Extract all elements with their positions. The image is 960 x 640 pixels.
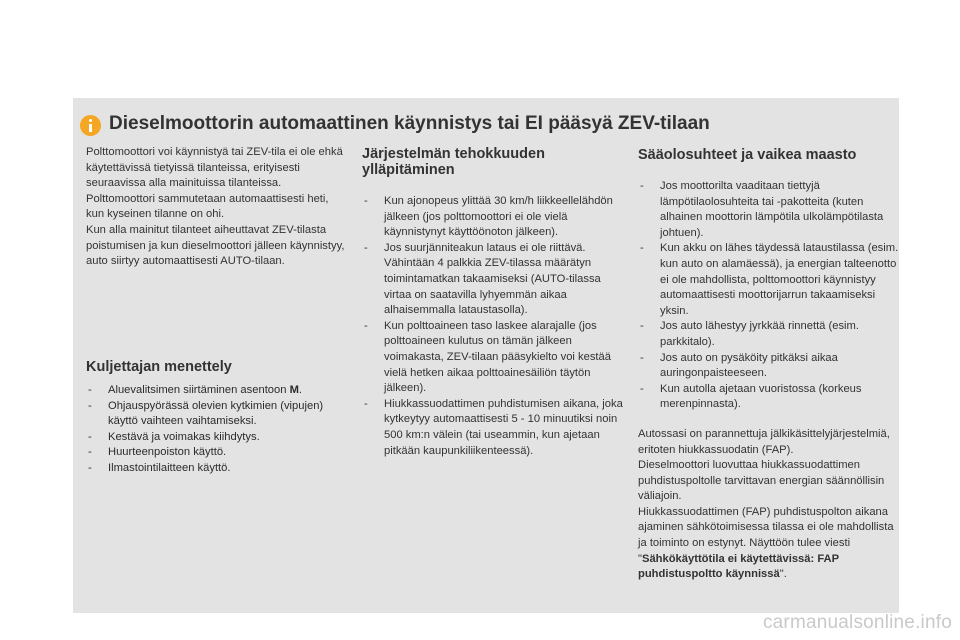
list-item: - Kun polttoaineen taso laskee alarajalle (jos polttoaineen kulutus on tämän jälkeen voimakasta, ZEV-tilaan pääsykielto voi kestää vielä hetken aikaa polttoainesäiliön täytön jälkeen).	[362, 319, 624, 397]
intro-paragraph-1: Polttomoottori voi käynnistyä tai ZEV-tila ei ole ehkä käytettävissä tietyissä tilanteissa, erityisesti seuraavissa alla mainituissa tilanteissa.	[86, 146, 343, 190]
intro-paragraph-3: Kun alla mainitut tilanteet aiheuttavat ZEV-tilasta poistumisen ja kun dieselmoottori jälleen käynnistyy, auto siirtyy automaattisesti AUTO-tilaan.	[86, 223, 345, 268]
list-item: - Ilmastointilaitteen käyttö.	[86, 461, 348, 477]
list-item: - Kun akku on lähes täydessä lataustilassa (esim. kun auto on alamäessä), ja energian talteenotto ei ole mahdollista, polttomoottori käynnistyy automaattisesti moottorijarrun takaamiseksi yksin.	[638, 241, 900, 319]
left-column	[86, 145, 348, 270]
fap-message: Sähkökäyttötila ei käytettävissä: FAP puhdistuspoltto käynnissä	[638, 552, 839, 581]
list-item: - Kestävä ja voimakas kiihdytys.	[86, 430, 348, 446]
list-item: - Kun ajonopeus ylittää 30 km/h liikkeellelähdön jälkeen (jos polttomoottori ei ole vielä käynnistynyt käyttöönoton jälkeen).	[362, 194, 624, 241]
fap-paragraph: Autossasi on parannettuja jälkikäsittelyjärjestelmiä, eritoten hiukkassuodatin (FAP). Dieselmoottori luovuttaa hiukkassuodattimen puhdistuspoltolle tarvittavan energian säännöllisin väliajoin. Hiukkassuodattimen (FAP) puhdistuspolton aikana ajaminen sähkötoimisessa tilassa ei ole mahdollista ja toiminto on estynyt. Näyttöön tulee viesti "Sähkökäyttötila ei käytettävissä: FAP puhdistuspoltto käynnissä".	[638, 427, 894, 581]
info-icon	[80, 115, 101, 136]
list-item: - Jos suurjänniteakun lataus ei ole riittävä. Vähintään 4 palkkia ZEV-tilassa määrätyn toimintamatkan takaamiseksi (AUTO-tilassa virtaa on saatavilla lyhyemmän aikaa alhaisemmalla lataustasolla).	[362, 241, 624, 319]
driver-actions-list	[86, 383, 348, 477]
page-title: Dieselmoottorin automaattinen käynnistys tai EI pääsyä ZEV-tilaan	[109, 113, 710, 134]
list-item: - Jos auto lähestyy jyrkkää rinnettä (esim. parkkitalo).	[638, 319, 900, 350]
list-item: - Ohjauspyörässä olevien kytkimien (vipujen) käyttö vaihteen vaihtamiseksi.	[86, 399, 348, 430]
system-efficiency-heading: Järjestelmän tehokkuuden ylläpitäminen	[362, 146, 545, 178]
list-item: - Hiukkassuodattimen puhdistumisen aikana, joka kytkeytyy automaattisesti 5 - 10 minuutiksi noin 500 km:n välein (tai useammin, kun ajetaan pitkään kaupunkiliikenteessä).	[362, 397, 624, 459]
watermark: carmanualsonline.info	[762, 612, 952, 633]
right-column	[638, 147, 900, 583]
list-item: - Aluevalitsimen siirtäminen asentoon M.	[86, 383, 348, 399]
intro-paragraph-2: Polttomoottori sammutetaan automaattisesti heti, kun kyseinen tilanne on ohi.	[86, 192, 329, 221]
list-item: - Huurteenpoiston käyttö.	[86, 445, 348, 461]
middle-column	[362, 146, 624, 459]
list-item: - Jos moottorilta vaaditaan tiettyjä lämpötilaolosuhteita tai -pakotteita (kuten alhainen moottorin lämpötila ulkolämpötilasta johtuen).	[638, 179, 900, 241]
list-item: - Kun autolla ajetaan vuoristossa (korkeus merenpinnasta).	[638, 382, 900, 413]
list-item: - Jos auto on pysäköity pitkäksi aikaa auringonpaisteeseen.	[638, 351, 900, 382]
weather-terrain-heading: Sääolosuhteet ja vaikea maasto	[638, 147, 857, 163]
driver-actions-heading: Kuljettajan menettely	[86, 359, 232, 375]
